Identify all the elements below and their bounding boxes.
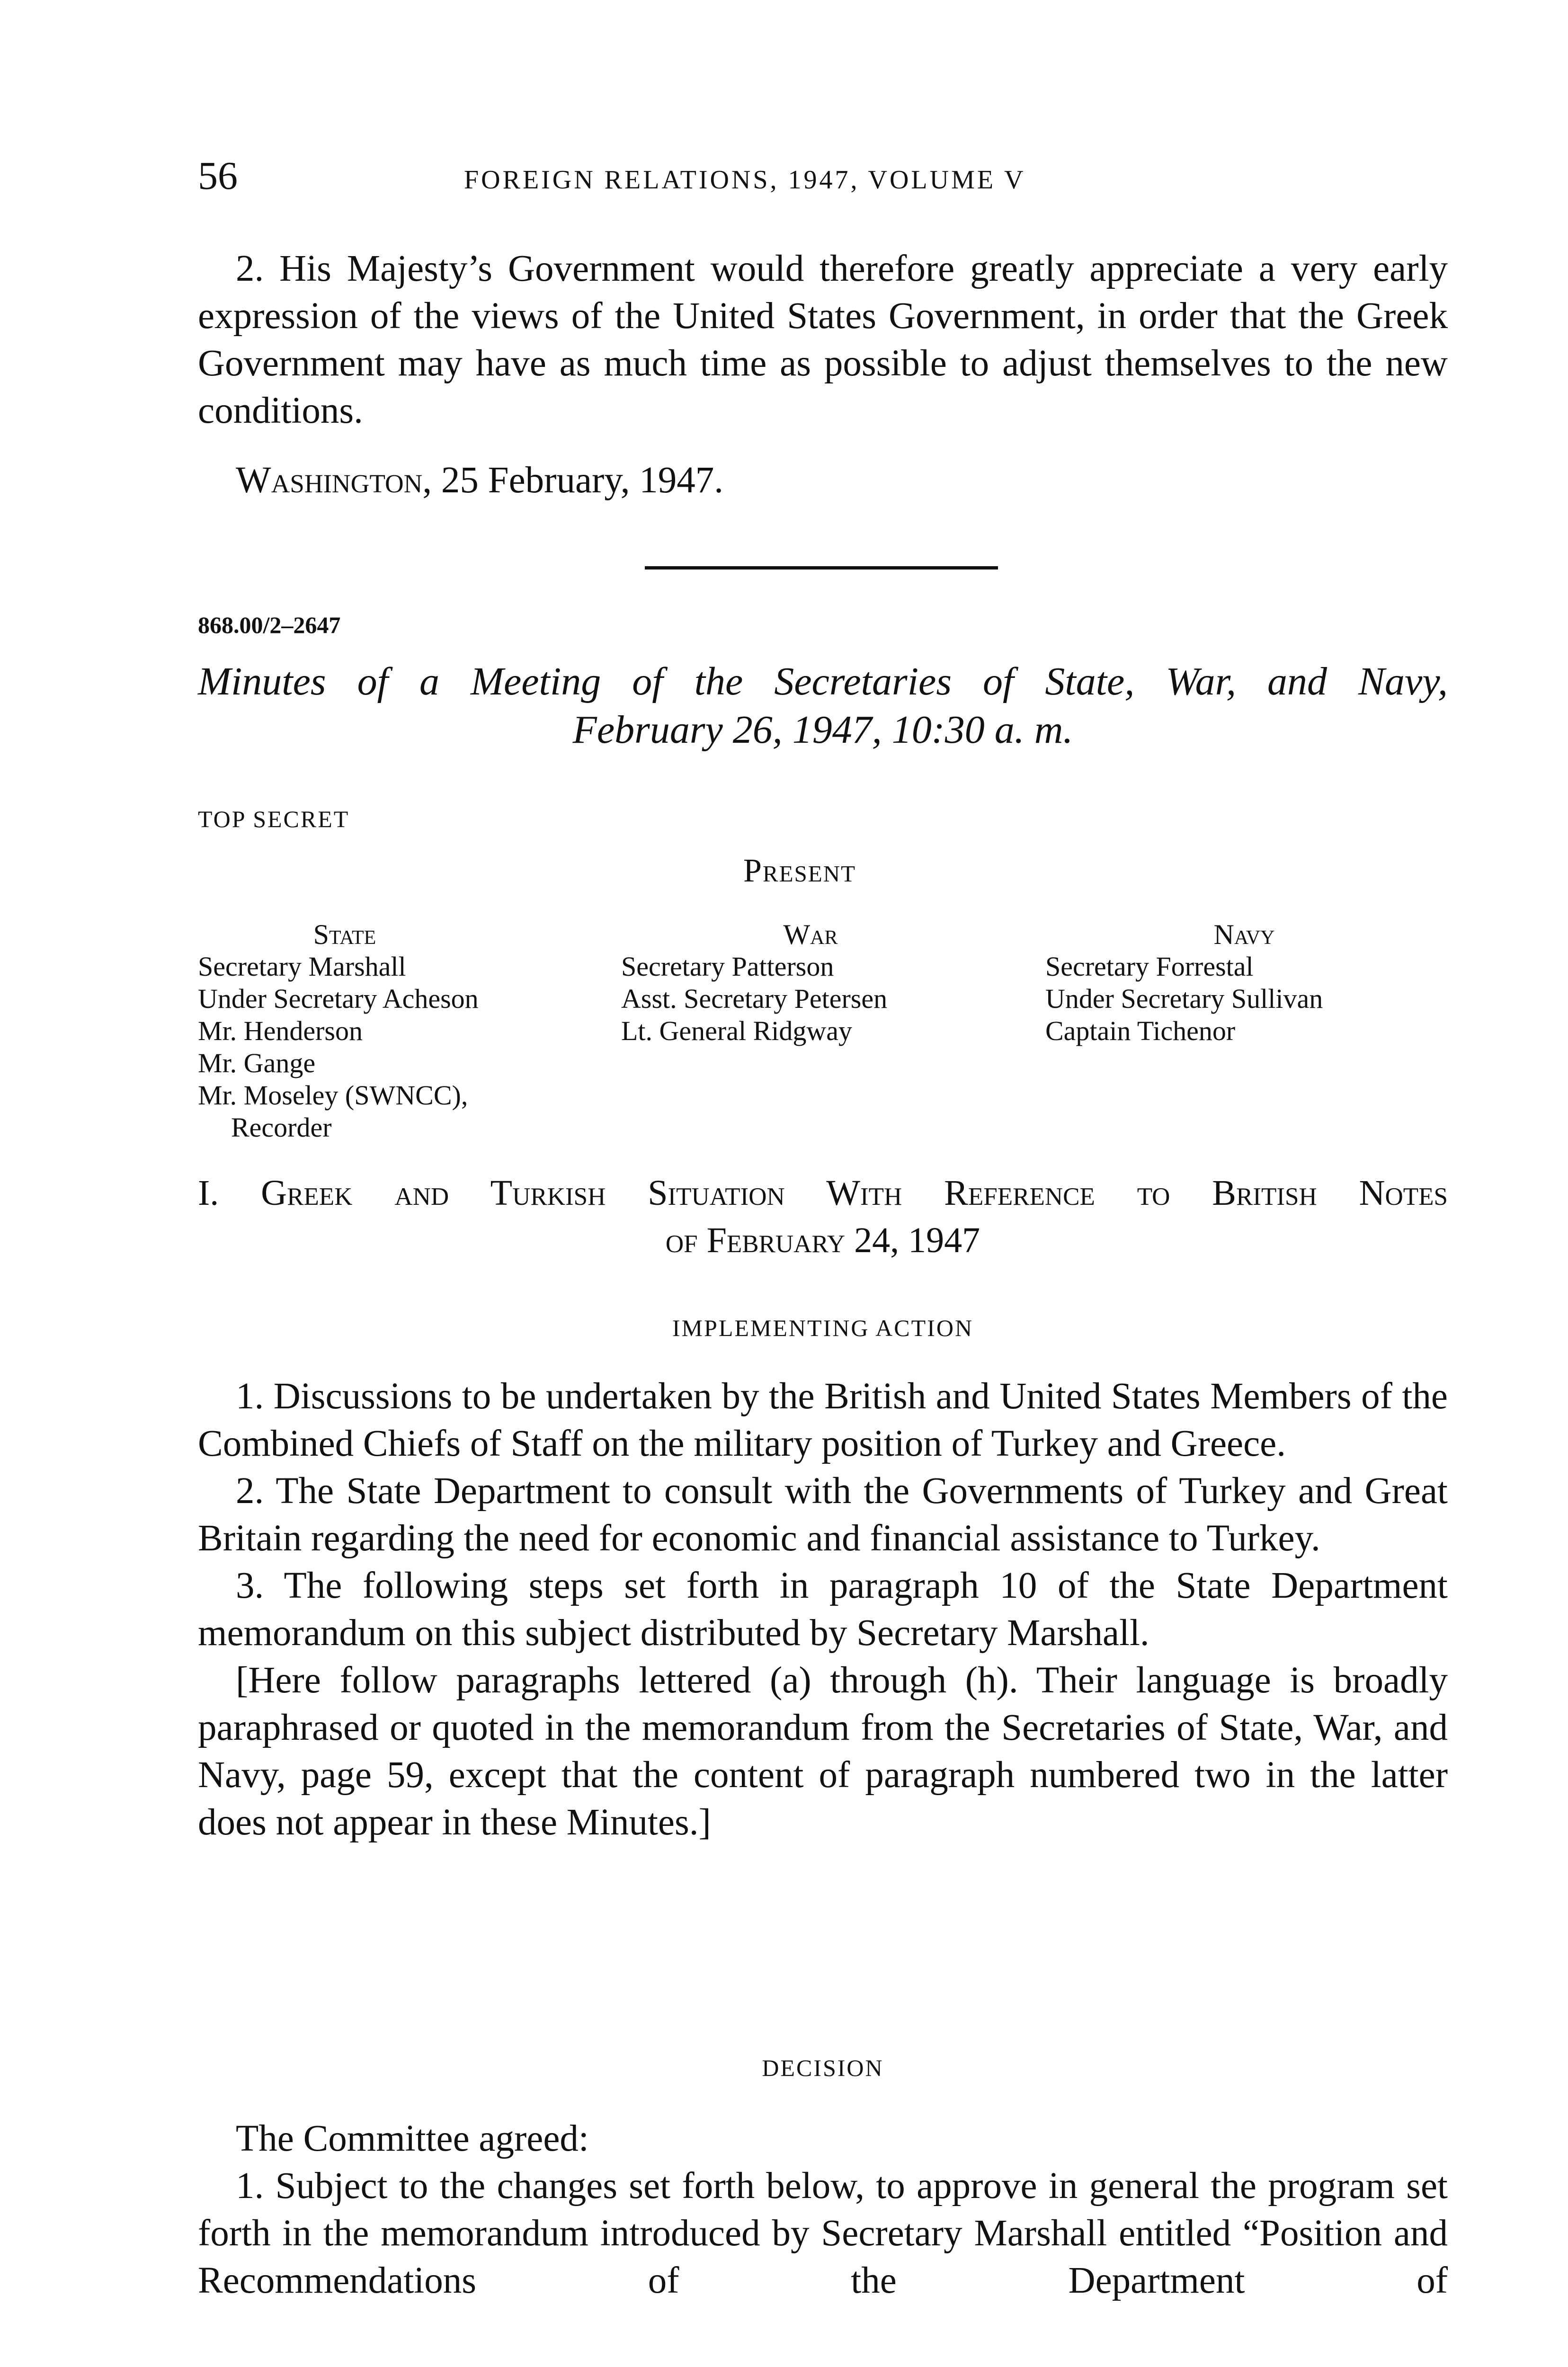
section-heading-line1: I. Greek and Turkish Situation With Reference to British Notes <box>198 1173 1448 1213</box>
attendee: Mr. Henderson <box>198 1015 363 1046</box>
file-number: 868.00/2–2647 <box>198 612 341 638</box>
section-heading-line2: of February 24, 1947 <box>665 1220 980 1260</box>
document-title-line1: Minutes of a Meeting of the Secretaries of State, War, and Navy, <box>198 659 1448 703</box>
attendee: Recorder <box>231 1112 332 1143</box>
attendee: Secretary Patterson <box>621 951 834 982</box>
attendee: Lt. General Ridgway <box>621 1015 853 1046</box>
war-heading: War <box>783 919 838 950</box>
attendees-navy <box>1045 918 1452 1047</box>
decision-heading: DECISION <box>762 2055 884 2081</box>
implementing-action-heading: IMPLEMENTING ACTION <box>672 1315 974 1341</box>
editorial-note: [Here follow paragraphs lettered (a) through (h). Their language is broadly paraphrased or quoted in the memorandum from the Secretaries of State, War, and Navy, page 59, except that the content of paragraph numbered two in the latter does not appear in these Minutes.] <box>198 1660 1448 1843</box>
attendee: Under Secretary Sullivan <box>1045 983 1323 1014</box>
classification-label: TOP SECRET <box>198 806 350 832</box>
signoff-place: Washington <box>236 460 423 501</box>
decision-intro: The Committee agreed: <box>236 2118 589 2159</box>
paragraph: 2. The State Department to consult with the Governments of Turkey and Great Britain regarding the need for economic and financial assistance to Turkey. <box>198 1470 1448 1559</box>
running-title: FOREIGN RELATIONS, 1947, VOLUME V <box>464 165 1026 195</box>
attendee: Captain Tichenor <box>1045 1015 1236 1046</box>
attendee: Secretary Forrestal <box>1045 951 1254 982</box>
attendees-war <box>621 918 1028 1047</box>
attendee: Secretary Marshall <box>198 951 406 982</box>
navy-heading: Navy <box>1213 919 1275 950</box>
paragraph: 1. Discussions to be undertaken by the British and United States Members of the Combined Chiefs of Staff on the military position of Turkey and Greece. <box>198 1376 1448 1464</box>
opening-paragraph: 2. His Majesty’s Government would therefore greatly appreciate a very early expression of the views of the United States Government, in order that the Greek Government may have as much time as possible to adjust themselves to the new conditions. <box>198 248 1448 431</box>
attendee: Under Secretary Acheson <box>198 983 479 1014</box>
signoff-date: , 25 February, 1947. <box>422 460 723 501</box>
attendee: Mr. Gange <box>198 1048 316 1078</box>
decision-paragraph-1: 1. Subject to the changes set forth below, to approve in general the program set forth in the memorandum introduced by Secretary Marshall entitled “Position and Recommendations of the Department of <box>198 2165 1448 2301</box>
state-heading: State <box>313 919 376 950</box>
signoff <box>236 457 723 504</box>
attendees-state <box>198 918 605 1144</box>
document-title-line2: February 26, 1947, 10:30 a. m. <box>572 708 1073 752</box>
paragraph: 3. The following steps set forth in paragraph 10 of the State Department memorandum on this subject distributed by Secretary Marshall. <box>198 1565 1448 1654</box>
attendee: Mr. Moseley (SWNCC), <box>198 1080 468 1111</box>
page-number: 56 <box>198 154 238 198</box>
present-heading: Present <box>743 853 856 889</box>
section-divider <box>645 566 998 570</box>
section-one-body <box>198 1373 1448 1846</box>
attendee: Asst. Secretary Petersen <box>621 983 888 1014</box>
decision-body <box>198 2115 1448 2305</box>
opening-paragraph-block <box>198 245 1448 435</box>
